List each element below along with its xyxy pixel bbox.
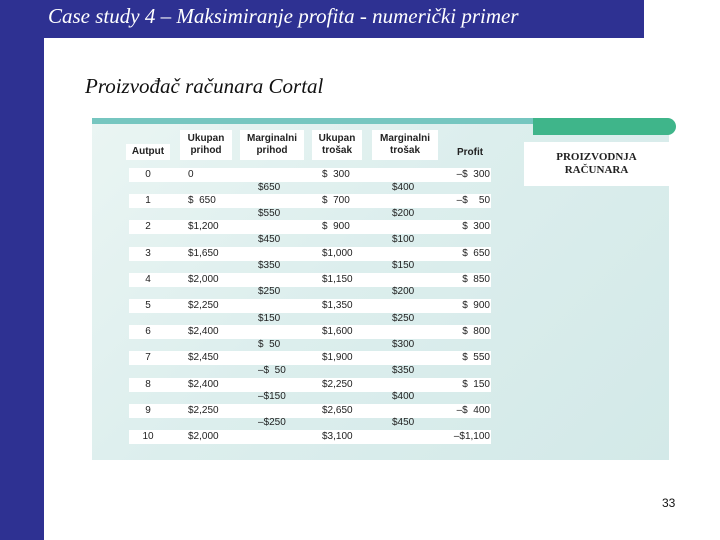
cell-q: 10 — [142, 431, 154, 442]
cell-q: 0 — [145, 169, 151, 180]
cell-marginal-revenue: $450 — [258, 233, 281, 245]
cell-tr: $2,400 — [188, 326, 219, 338]
cell-marginal-cost: $150 — [392, 260, 415, 272]
cell-tr: $2,000 — [188, 273, 219, 285]
cell-q: 1 — [145, 195, 151, 207]
green-accent-bar — [533, 118, 676, 135]
cell-marginal-cost: $400 — [392, 181, 415, 193]
cell-tc: $2,650 — [322, 404, 353, 416]
header-output: Autput — [126, 144, 170, 160]
cell-marginal-revenue: $650 — [258, 181, 281, 193]
cell-marginal-revenue: –$250 — [258, 417, 286, 429]
cell-q: 4 — [145, 273, 151, 285]
cell-tr: $ 650 — [188, 195, 216, 207]
cell-q: 5 — [145, 300, 151, 311]
cell-tr: $2,450 — [188, 352, 219, 364]
header-profit: Profit — [456, 147, 484, 158]
cell-tc: $1,150 — [322, 273, 353, 285]
cell-tc: $1,000 — [322, 247, 353, 259]
header-total-cost: Ukupan trošak — [312, 130, 362, 160]
slide-title: Case study 4 – Maksimiranje profita - numerički primer — [48, 4, 519, 28]
header-total-revenue: Ukupan prihod — [180, 130, 232, 160]
cell-q: 3 — [145, 247, 151, 259]
cell-tc: $ 700 — [322, 195, 350, 207]
cell-marginal-cost: $350 — [392, 364, 415, 376]
cell-marginal-cost: $200 — [392, 286, 415, 298]
cell-marginal-revenue: –$150 — [258, 391, 286, 403]
cell-tc: $1,600 — [322, 326, 353, 338]
cell-tr: 0 — [188, 169, 194, 180]
cell-profit: $ 900 — [462, 300, 490, 311]
cell-profit: $ 650 — [462, 247, 490, 259]
cell-marginal-revenue: $150 — [258, 312, 281, 324]
cell-tc: $3,100 — [322, 431, 353, 442]
cell-tc: $1,350 — [322, 300, 353, 311]
cell-profit: –$ 50 — [456, 195, 490, 207]
header-marginal-cost: Marginalni trošak — [372, 130, 438, 160]
cell-q: 9 — [145, 404, 151, 416]
cell-profit: $ 550 — [462, 352, 490, 364]
cell-q: 7 — [145, 352, 151, 364]
cell-marginal-cost: $400 — [392, 391, 415, 403]
cell-tr: $2,000 — [188, 431, 219, 442]
top-accent-strip — [92, 118, 533, 124]
cell-profit: $ 300 — [462, 221, 490, 233]
cell-tc: $ 900 — [322, 221, 350, 233]
cell-profit: $ 800 — [462, 326, 490, 338]
cell-marginal-cost: $200 — [392, 207, 415, 219]
production-label-line-2: RAČUNARA — [564, 164, 629, 176]
slide-subtitle: Proizvođač računara Cortal — [85, 74, 324, 98]
left-accent-bar — [0, 0, 44, 540]
cell-marginal-cost: $450 — [392, 417, 415, 429]
cell-marginal-revenue: $350 — [258, 260, 281, 272]
cell-tr: $2,250 — [188, 404, 219, 416]
cell-q: 8 — [145, 378, 151, 390]
cell-tr: $2,400 — [188, 378, 219, 390]
cell-tr: $2,250 — [188, 300, 219, 311]
cell-tc: $2,250 — [322, 378, 353, 390]
cell-profit: $ 850 — [462, 273, 490, 285]
cell-tr: $1,650 — [188, 247, 219, 259]
cell-marginal-cost: $300 — [392, 338, 415, 350]
cell-tc: $1,900 — [322, 352, 353, 364]
cell-q: 2 — [145, 221, 151, 233]
cell-profit: $ 150 — [462, 378, 490, 390]
cell-marginal-revenue: $250 — [258, 286, 281, 298]
production-label — [524, 142, 669, 186]
cell-marginal-revenue: $550 — [258, 207, 281, 219]
cell-profit: –$1,100 — [453, 431, 490, 442]
profit-table-figure — [92, 118, 669, 460]
cell-marginal-cost: $100 — [392, 233, 415, 245]
production-label-line-1: PROIZVODNJA — [556, 151, 637, 163]
header-marginal-revenue: Marginalni prihod — [240, 130, 304, 160]
cell-profit: –$ 400 — [456, 404, 490, 416]
cell-profit: –$ 300 — [456, 169, 490, 180]
cell-tr: $1,200 — [188, 221, 219, 233]
cell-tc: $ 300 — [322, 169, 350, 180]
cell-marginal-revenue: –$ 50 — [258, 364, 286, 376]
cell-marginal-revenue: $ 50 — [258, 338, 281, 350]
page-number: 33 — [662, 496, 676, 510]
cell-q: 6 — [145, 326, 151, 338]
cell-marginal-cost: $250 — [392, 312, 415, 324]
